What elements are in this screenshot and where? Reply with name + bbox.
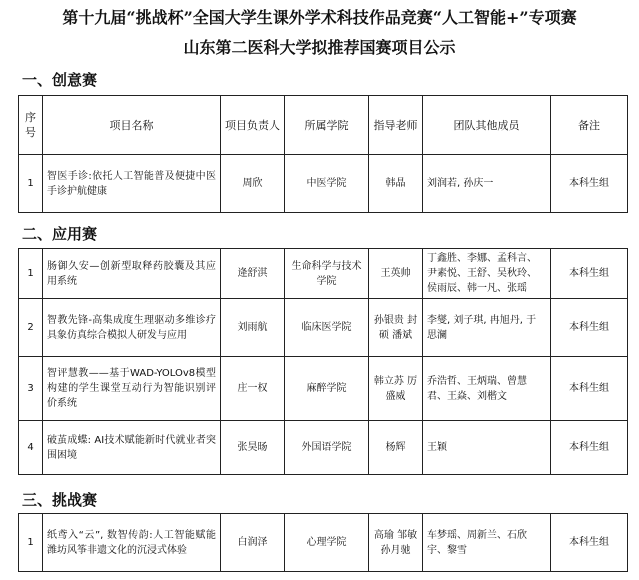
row-members: 丁鑫胜、李娜、孟科言、尹素悦、王舒、吴秋玲、侯雨辰、韩一凡、张瑶 — [423, 249, 551, 299]
row-project: 肠御久安—创新型取释药胶囊及其应用系统 — [43, 249, 221, 299]
table-challenge — [18, 513, 628, 572]
row-index: 4 — [19, 421, 43, 475]
row-project: 纸鸢入“云”, 数智传韵:人工智能赋能潍坊风筝非遗文化的沉浸式体验 — [43, 514, 221, 572]
header-project: 项目名称 — [43, 96, 221, 155]
table-header-row — [19, 96, 628, 155]
row-index: 3 — [19, 357, 43, 421]
header-college: 所属学院 — [285, 96, 369, 155]
row-members: 刘润若, 孙庆一 — [423, 155, 551, 213]
header-members: 团队其他成员 — [423, 96, 551, 155]
header-advisor: 指导老师 — [369, 96, 423, 155]
row-members: 李燮, 刘子琪, 冉旭丹, 于思澜 — [423, 299, 551, 357]
row-college: 心理学院 — [285, 514, 369, 572]
row-leader: 庄一权 — [221, 357, 285, 421]
row-college: 中医学院 — [285, 155, 369, 213]
row-college: 生命科学与技术学院 — [285, 249, 369, 299]
row-college: 麻醉学院 — [285, 357, 369, 421]
row-project: 智评慧教——基于WAD-YOLOv8模型构建的学生课堂互动行为智能识别评价系统 — [43, 357, 221, 421]
row-note: 本科生组 — [551, 514, 628, 572]
table-row — [19, 249, 628, 299]
row-note: 本科生组 — [551, 421, 628, 475]
row-project: 破茧成蝶: AI技术赋能新时代就业者突围困境 — [43, 421, 221, 475]
row-index: 1 — [19, 514, 43, 572]
row-college: 外国语学院 — [285, 421, 369, 475]
row-advisor: 王英帅 — [369, 249, 423, 299]
table-row — [19, 514, 628, 572]
header-index: 序号 — [19, 96, 43, 155]
row-members: 王颖 — [423, 421, 551, 475]
document-title-line1: 第十九届“挑战杯”全国大学生课外学术科技作品竞赛“人工智能+”专项赛 — [62, 8, 577, 27]
row-leader: 白润泽 — [221, 514, 285, 572]
row-members: 乔浩哲、王炳瑞、曾慧君、王焱、刘楷文 — [423, 357, 551, 421]
row-college: 临床医学院 — [285, 299, 369, 357]
row-note: 本科生组 — [551, 155, 628, 213]
row-members: 车梦瑶、周新兰、石欣宇、黎雪 — [423, 514, 551, 572]
table-row — [19, 299, 628, 357]
row-project: 智教先锋-高集成度生理驱动多维诊疗具象仿真综合模拟人研发与应用 — [43, 299, 221, 357]
row-leader: 逄舒淇 — [221, 249, 285, 299]
section-heading-creative: 一、创意赛 — [22, 71, 98, 89]
row-advisor: 韩晶 — [369, 155, 423, 213]
row-advisor: 高瑜 邹敏 孙月驰 — [369, 514, 423, 572]
row-project: 智医手诊:依托人工智能普及便捷中医手诊护航健康 — [43, 155, 221, 213]
row-note: 本科生组 — [551, 299, 628, 357]
row-leader: 刘雨航 — [221, 299, 285, 357]
row-leader: 张昊旸 — [221, 421, 285, 475]
row-index: 1 — [19, 249, 43, 299]
section-heading-challenge: 三、挑战赛 — [22, 491, 98, 509]
row-index: 1 — [19, 155, 43, 213]
header-note: 备注 — [551, 96, 628, 155]
row-note: 本科生组 — [551, 249, 628, 299]
document-title-line2: 山东第二医科大学拟推荐国赛项目公示 — [183, 38, 456, 57]
section-heading-application: 二、应用赛 — [22, 225, 98, 243]
table-creative — [18, 95, 628, 213]
table-row — [19, 357, 628, 421]
row-note: 本科生组 — [551, 357, 628, 421]
row-leader: 周欣 — [221, 155, 285, 213]
row-advisor: 孙银贵 封硕 潘斌 — [369, 299, 423, 357]
table-row — [19, 421, 628, 475]
table-row — [19, 155, 628, 213]
header-leader: 项目负责人 — [221, 96, 285, 155]
row-index: 2 — [19, 299, 43, 357]
row-advisor: 韩立苏 厉盛威 — [369, 357, 423, 421]
table-application — [18, 248, 628, 475]
row-advisor: 杨辉 — [369, 421, 423, 475]
